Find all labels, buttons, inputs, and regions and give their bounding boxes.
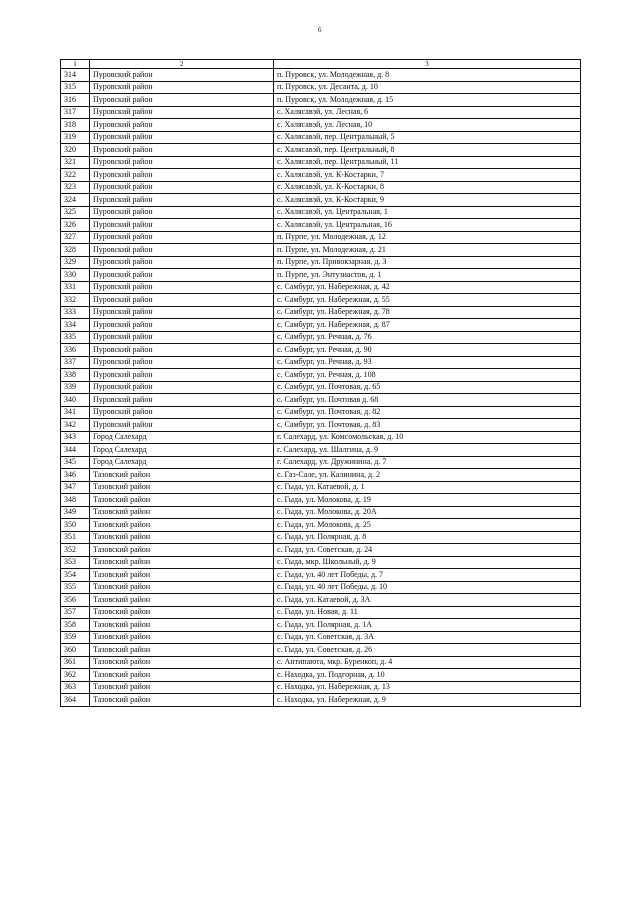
district-cell: Тазовский район xyxy=(90,556,274,569)
row-number-cell: 332 xyxy=(61,294,90,307)
table-row xyxy=(61,69,581,82)
address-cell: с. Находка, ул. Набережная, д. 13 xyxy=(274,681,581,694)
row-number-cell: 339 xyxy=(61,381,90,394)
address-cell: с. Самбург, ул. Набережная, д. 78 xyxy=(274,306,581,319)
row-number-cell: 336 xyxy=(61,344,90,357)
address-cell: п. Пурпе, ул. Молодежная, д. 12 xyxy=(274,231,581,244)
district-cell: Тазовский район xyxy=(90,656,274,669)
table-row xyxy=(61,81,581,94)
row-number-cell: 362 xyxy=(61,669,90,682)
address-cell: г. Салехард, ул. Комсомольская, д. 10 xyxy=(274,431,581,444)
row-number-cell: 333 xyxy=(61,306,90,319)
table-row xyxy=(61,94,581,107)
row-number-cell: 363 xyxy=(61,681,90,694)
table-row xyxy=(61,206,581,219)
district-cell: Город Салехард xyxy=(90,444,274,457)
table-row xyxy=(61,419,581,432)
address-cell: с. Самбург, ул. Набережная, д. 55 xyxy=(274,294,581,307)
table-row xyxy=(61,219,581,232)
row-number-cell: 325 xyxy=(61,206,90,219)
address-cell: с. Гыда, ул. Полярная, д. 8 xyxy=(274,531,581,544)
row-number-cell: 327 xyxy=(61,231,90,244)
district-cell: Тазовский район xyxy=(90,694,274,707)
address-cell: с. Самбург, ул. Речная, д. 108 xyxy=(274,369,581,382)
table-row xyxy=(61,244,581,257)
table-row xyxy=(61,656,581,669)
table-row xyxy=(61,531,581,544)
row-number-cell: 320 xyxy=(61,144,90,157)
table-row xyxy=(61,256,581,269)
address-cell: с. Халясавэй, ул. Лесная, 10 xyxy=(274,119,581,132)
table-row xyxy=(61,294,581,307)
table-row xyxy=(61,431,581,444)
address-cell: с. Гыда, ул. Полярная, д. 1А xyxy=(274,619,581,632)
address-cell: п. Пурпе, ул. Энтузиастов, д. 1 xyxy=(274,269,581,282)
row-number-cell: 326 xyxy=(61,219,90,232)
address-cell: с. Гыда, ул. Молокова, д. 19 xyxy=(274,494,581,507)
table-row xyxy=(61,581,581,594)
address-cell: с. Гыда, ул. Молокова, д. 20А xyxy=(274,506,581,519)
row-number-cell: 344 xyxy=(61,444,90,457)
address-cell: с. Халясавэй, ул. К-Костарки, 9 xyxy=(274,194,581,207)
table-row xyxy=(61,144,581,157)
district-cell: Пуровский район xyxy=(90,294,274,307)
address-cell: с. Гыда, ул. Катаевой, д. 3А xyxy=(274,594,581,607)
address-cell: п. Пуровск, ул. Молодежная, д. 8 xyxy=(274,69,581,82)
table-row xyxy=(61,681,581,694)
address-cell: г. Салехард, ул. Дружинина, д. 7 xyxy=(274,456,581,469)
district-cell: Пуровский район xyxy=(90,206,274,219)
address-cell: с. Гыда, ул. 40 лет Победы, д. 10 xyxy=(274,581,581,594)
row-number-cell: 341 xyxy=(61,406,90,419)
district-cell: Тазовский район xyxy=(90,681,274,694)
row-number-cell: 342 xyxy=(61,419,90,432)
district-cell: Тазовский район xyxy=(90,519,274,532)
district-cell: Тазовский район xyxy=(90,481,274,494)
address-cell: с. Халясавэй, ул. Лесная, 6 xyxy=(274,106,581,119)
district-cell: Тазовский район xyxy=(90,506,274,519)
address-table xyxy=(60,59,581,707)
table-row xyxy=(61,369,581,382)
district-cell: Тазовский район xyxy=(90,531,274,544)
address-cell: с. Гыда, ул. Советская, д. 3А xyxy=(274,631,581,644)
table-row xyxy=(61,406,581,419)
table-row xyxy=(61,356,581,369)
table-row xyxy=(61,569,581,582)
row-number-cell: 330 xyxy=(61,269,90,282)
table-row xyxy=(61,669,581,682)
table-row xyxy=(61,456,581,469)
district-cell: Тазовский район xyxy=(90,619,274,632)
district-cell: Пуровский район xyxy=(90,394,274,407)
row-number-cell: 343 xyxy=(61,431,90,444)
district-cell: Пуровский район xyxy=(90,81,274,94)
district-cell: Пуровский район xyxy=(90,69,274,82)
address-cell: с. Самбург, ул. Речная, д. 93 xyxy=(274,356,581,369)
address-cell: с. Халясавэй, пер. Центральный, 11 xyxy=(274,156,581,169)
district-cell: Пуровский район xyxy=(90,281,274,294)
row-number-cell: 337 xyxy=(61,356,90,369)
address-cell: с. Халясавэй, ул. Центральная, 16 xyxy=(274,219,581,232)
district-cell: Пуровский район xyxy=(90,244,274,257)
row-number-cell: 324 xyxy=(61,194,90,207)
district-cell: Тазовский район xyxy=(90,606,274,619)
row-number-cell: 360 xyxy=(61,644,90,657)
address-cell: п. Пурпе, ул. Привокзарная, д. 3 xyxy=(274,256,581,269)
row-number-cell: 334 xyxy=(61,319,90,332)
page-number: 6 xyxy=(318,26,322,34)
address-cell: с. Халясавэй, ул. К-Костарки, 8 xyxy=(274,181,581,194)
district-cell: Пуровский район xyxy=(90,344,274,357)
row-number-cell: 350 xyxy=(61,519,90,532)
address-cell: с. Гыда, ул. Советская, д. 24 xyxy=(274,544,581,557)
table-row xyxy=(61,481,581,494)
address-cell: с. Гыда, ул. Молокова, д. 25 xyxy=(274,519,581,532)
table-row xyxy=(61,106,581,119)
table-row xyxy=(61,119,581,132)
district-cell: Пуровский район xyxy=(90,169,274,182)
address-cell: с. Гыда, ул. Новая, д. 11 xyxy=(274,606,581,619)
address-cell: с. Самбург, ул. Набережная, д. 42 xyxy=(274,281,581,294)
district-cell: Пуровский район xyxy=(90,156,274,169)
table-row xyxy=(61,631,581,644)
address-cell: п. Пуровск, ул. Молодежная, д. 15 xyxy=(274,94,581,107)
district-cell: Пуровский район xyxy=(90,369,274,382)
column-header-district: 2 xyxy=(90,60,274,69)
table-row xyxy=(61,394,581,407)
district-cell: Пуровский район xyxy=(90,381,274,394)
address-cell: с. Халясавэй, пер. Центральный, 5 xyxy=(274,131,581,144)
address-cell: с. Самбург, ул. Почтовая д. 68 xyxy=(274,394,581,407)
district-cell: Пуровский район xyxy=(90,231,274,244)
row-number-cell: 346 xyxy=(61,469,90,482)
row-number-cell: 331 xyxy=(61,281,90,294)
row-number-cell: 329 xyxy=(61,256,90,269)
table-row xyxy=(61,506,581,519)
district-cell: Пуровский район xyxy=(90,406,274,419)
district-cell: Пуровский район xyxy=(90,256,274,269)
district-cell: Пуровский район xyxy=(90,181,274,194)
address-cell: с. Самбург, ул. Почтовая, д. 82 xyxy=(274,406,581,419)
row-number-cell: 347 xyxy=(61,481,90,494)
row-number-cell: 359 xyxy=(61,631,90,644)
district-cell: Пуровский район xyxy=(90,131,274,144)
district-cell: Пуровский район xyxy=(90,194,274,207)
row-number-cell: 314 xyxy=(61,69,90,82)
table-row xyxy=(61,381,581,394)
table-header-row xyxy=(61,60,581,69)
address-cell: с. Самбург, ул. Почтовая, д. 83 xyxy=(274,419,581,432)
table-row xyxy=(61,194,581,207)
row-number-cell: 316 xyxy=(61,94,90,107)
district-cell: Пуровский район xyxy=(90,319,274,332)
district-cell: Тазовский район xyxy=(90,631,274,644)
district-cell: Город Салехард xyxy=(90,431,274,444)
row-number-cell: 319 xyxy=(61,131,90,144)
address-cell: с. Находка, ул. Подгорная, д. 10 xyxy=(274,669,581,682)
row-number-cell: 353 xyxy=(61,556,90,569)
row-number-cell: 323 xyxy=(61,181,90,194)
row-number-cell: 315 xyxy=(61,81,90,94)
table-row xyxy=(61,169,581,182)
address-cell: с. Самбург, ул. Речная, д. 90 xyxy=(274,344,581,357)
row-number-cell: 356 xyxy=(61,594,90,607)
table-row xyxy=(61,131,581,144)
row-number-cell: 361 xyxy=(61,656,90,669)
district-cell: Тазовский район xyxy=(90,644,274,657)
table-row xyxy=(61,331,581,344)
address-cell: с. Гыда, ул. 40 лет Победы, д. 7 xyxy=(274,569,581,582)
district-cell: Пуровский район xyxy=(90,306,274,319)
table-row xyxy=(61,494,581,507)
district-cell: Пуровский район xyxy=(90,419,274,432)
row-number-cell: 358 xyxy=(61,619,90,632)
district-cell: Тазовский район xyxy=(90,594,274,607)
address-cell: с. Халясавэй, ул. Центральная, 1 xyxy=(274,206,581,219)
district-cell: Пуровский район xyxy=(90,119,274,132)
row-number-cell: 338 xyxy=(61,369,90,382)
table-row xyxy=(61,644,581,657)
table-row xyxy=(61,269,581,282)
row-number-cell: 335 xyxy=(61,331,90,344)
district-cell: Пуровский район xyxy=(90,331,274,344)
address-cell: с. Самбург, ул. Почтовая, д. 65 xyxy=(274,381,581,394)
table-row xyxy=(61,231,581,244)
table-row xyxy=(61,594,581,607)
row-number-cell: 357 xyxy=(61,606,90,619)
row-number-cell: 340 xyxy=(61,394,90,407)
address-cell: с. Гыда, мкр. Школьный, д. 9 xyxy=(274,556,581,569)
district-cell: Пуровский район xyxy=(90,94,274,107)
address-cell: с. Газ-Сале, ул. Калинина, д. 2 xyxy=(274,469,581,482)
district-cell: Пуровский район xyxy=(90,219,274,232)
district-cell: Тазовский район xyxy=(90,669,274,682)
address-cell: с. Халясавэй, ул. К-Костарки, 7 xyxy=(274,169,581,182)
table-row xyxy=(61,444,581,457)
district-cell: Тазовский район xyxy=(90,569,274,582)
row-number-cell: 349 xyxy=(61,506,90,519)
address-cell: с. Самбург, ул. Речная, д. 76 xyxy=(274,331,581,344)
row-number-cell: 317 xyxy=(61,106,90,119)
address-cell: г. Салехард, ул. Шалгина, д. 9 xyxy=(274,444,581,457)
table-row xyxy=(61,181,581,194)
row-number-cell: 364 xyxy=(61,694,90,707)
address-cell: с. Находка, ул. Набережная, д. 9 xyxy=(274,694,581,707)
table-row xyxy=(61,469,581,482)
row-number-cell: 322 xyxy=(61,169,90,182)
district-cell: Город Салехард xyxy=(90,456,274,469)
address-cell: п. Пуровск, ул. Десанта, д. 10 xyxy=(274,81,581,94)
column-header-number: 1 xyxy=(61,60,90,69)
district-cell: Тазовский район xyxy=(90,581,274,594)
row-number-cell: 318 xyxy=(61,119,90,132)
address-cell: с. Гыда, ул. Советская, д. 26 xyxy=(274,644,581,657)
address-cell: с. Халясавэй, пер. Центральный, 8 xyxy=(274,144,581,157)
district-cell: Пуровский район xyxy=(90,356,274,369)
row-number-cell: 348 xyxy=(61,494,90,507)
district-cell: Тазовский район xyxy=(90,494,274,507)
address-cell: п. Пурпе, ул. Молодежная, д. 21 xyxy=(274,244,581,257)
row-number-cell: 354 xyxy=(61,569,90,582)
address-cell: с. Гыда, ул. Катаевой, д. 1 xyxy=(274,481,581,494)
table-row xyxy=(61,556,581,569)
column-header-address: 3 xyxy=(274,60,581,69)
table-row xyxy=(61,606,581,619)
table-row xyxy=(61,619,581,632)
table-row xyxy=(61,306,581,319)
district-cell: Пуровский район xyxy=(90,106,274,119)
district-cell: Тазовский район xyxy=(90,544,274,557)
district-cell: Тазовский район xyxy=(90,469,274,482)
table-row xyxy=(61,344,581,357)
address-cell: с. Антипаюта, мкр. Буренкоп, д. 4 xyxy=(274,656,581,669)
row-number-cell: 355 xyxy=(61,581,90,594)
table-body xyxy=(61,69,581,707)
table-row xyxy=(61,694,581,707)
table-row xyxy=(61,156,581,169)
row-number-cell: 321 xyxy=(61,156,90,169)
table-row xyxy=(61,519,581,532)
district-cell: Пуровский район xyxy=(90,269,274,282)
table-row xyxy=(61,281,581,294)
address-cell: с. Самбург, ул. Набережная, д. 87 xyxy=(274,319,581,332)
row-number-cell: 352 xyxy=(61,544,90,557)
table-row xyxy=(61,544,581,557)
row-number-cell: 351 xyxy=(61,531,90,544)
row-number-cell: 345 xyxy=(61,456,90,469)
table-row xyxy=(61,319,581,332)
row-number-cell: 328 xyxy=(61,244,90,257)
district-cell: Пуровский район xyxy=(90,144,274,157)
